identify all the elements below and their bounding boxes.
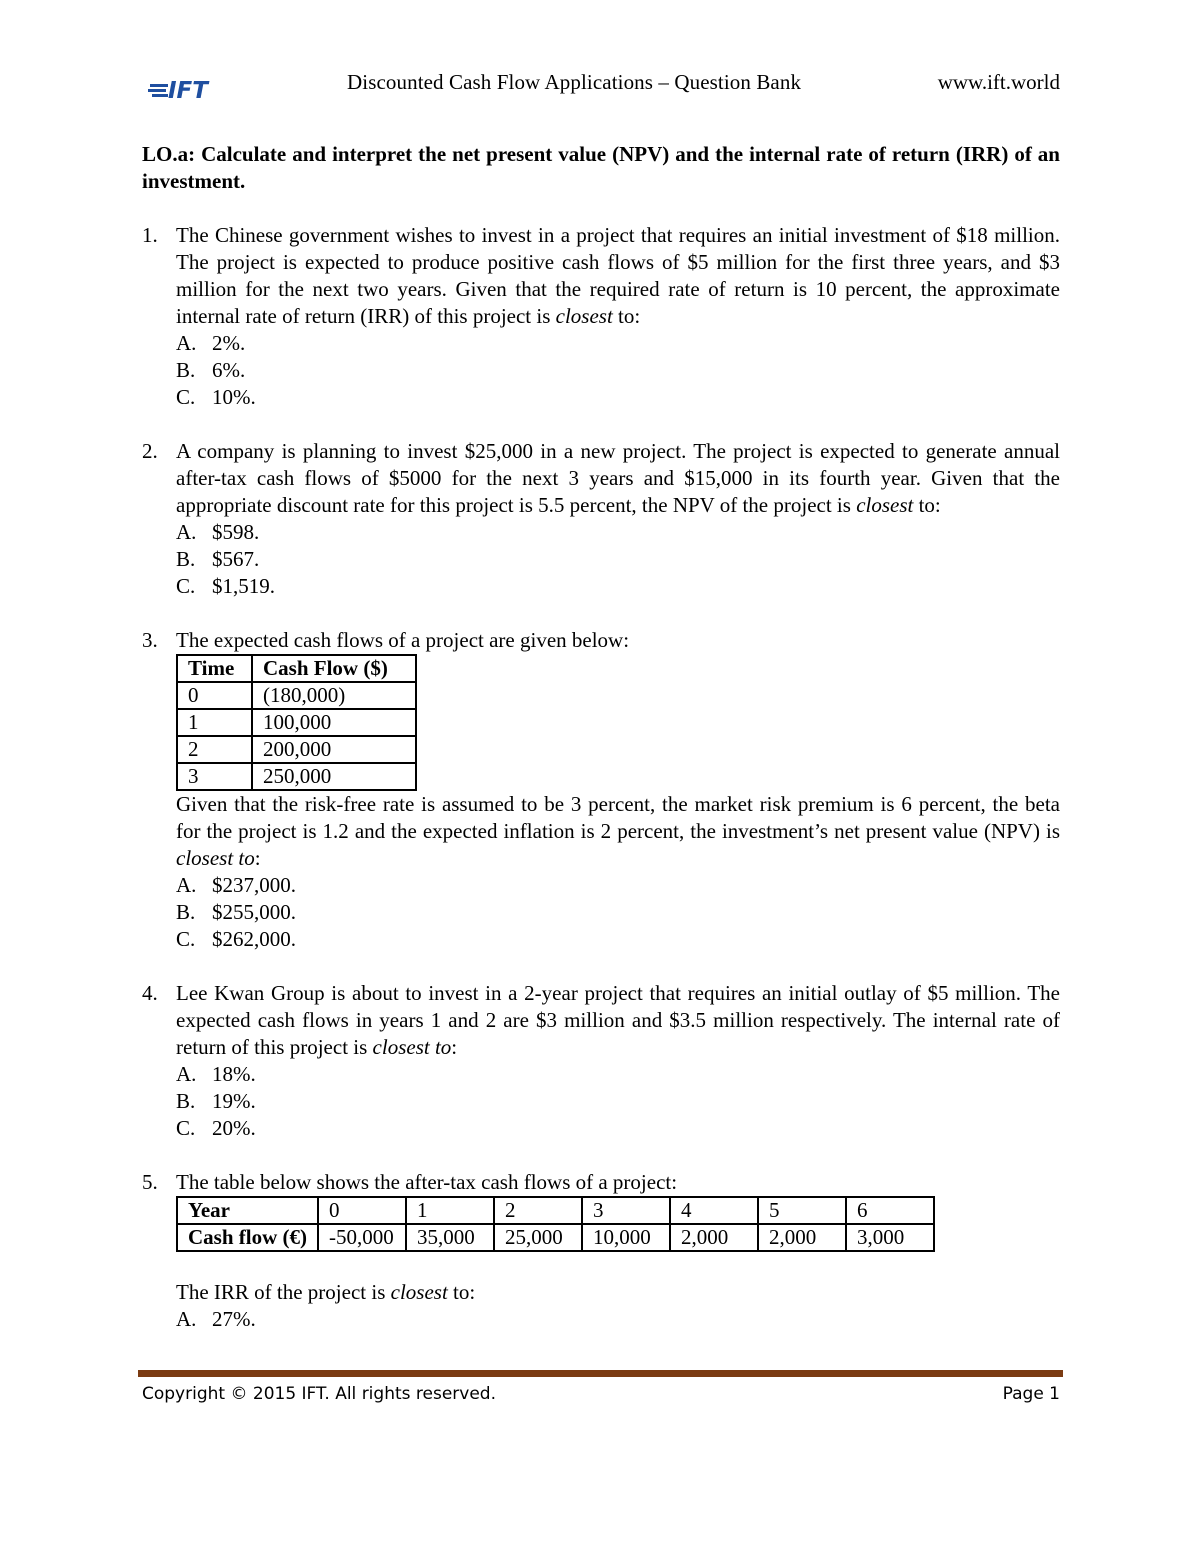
header-url[interactable]: www.ift.world	[937, 70, 1060, 94]
learning-objective: LO.a: Calculate and interpret the net present value (NPV) and the internal rate of return (IRR) of an investment.	[142, 142, 1060, 193]
option-a: A. $237,000.	[176, 873, 296, 897]
question-text: A company is planning to invest $25,000 in a new project. The project is expected to generate annual after-tax cash flows of $5000 for the next 3 years and $15,000 in its fourth year. Given that the appropriate discount rate for this project is 5.5 percent, the NPV of the project is closest to:	[176, 439, 1060, 517]
table-header-cell: Time	[177, 655, 252, 682]
table-row	[177, 709, 416, 736]
table-cell: 6	[846, 1197, 934, 1224]
question-number: 1.	[142, 223, 158, 247]
option-a: A. $598.	[176, 520, 260, 544]
ift-logo	[148, 76, 228, 102]
option-c: C. 10%.	[176, 385, 256, 409]
table-cell: -50,000	[318, 1224, 406, 1251]
table-cell: 25,000	[494, 1224, 582, 1251]
logo-text: IFT	[168, 78, 208, 102]
table-cell: (180,000)	[252, 682, 416, 709]
question-intro: The expected cash flows of a project are given below:	[176, 628, 630, 652]
table-cell: 2,000	[758, 1224, 846, 1251]
table-cell: 0	[318, 1197, 406, 1224]
option-b: B. 19%.	[176, 1089, 256, 1113]
cash-flow-table	[176, 1196, 935, 1252]
table-cell: 3	[177, 763, 252, 790]
footer-divider	[138, 1370, 1063, 1377]
table-cell: 1	[406, 1197, 494, 1224]
table-cell: 35,000	[406, 1224, 494, 1251]
option-c: C. $1,519.	[176, 574, 275, 598]
option-c: C. 20%.	[176, 1116, 256, 1140]
table-header-row	[177, 655, 416, 682]
question-number: 5.	[142, 1170, 158, 1194]
page-header	[142, 70, 1060, 102]
table-cell: 250,000	[252, 763, 416, 790]
option-b: B. $255,000.	[176, 900, 296, 924]
table-cell: 2	[177, 736, 252, 763]
question-text: The IRR of the project is closest to:	[176, 1280, 476, 1304]
question-text: The Chinese government wishes to invest in a project that requires an initial investment of $18 million. The project is expected to produce positive cash flows of $5 million for the first three years, and $3 million for the next two years. Given that the required rate of return is 10 percent, the approximate internal rate of return (IRR) of this project is closest to:	[176, 223, 1060, 328]
table-cell: 2	[494, 1197, 582, 1224]
table-cell: 5	[758, 1197, 846, 1224]
option-b: B. 6%.	[176, 358, 246, 382]
table-cell: 1	[177, 709, 252, 736]
question-number: 4.	[142, 981, 158, 1005]
option-a: A. 18%.	[176, 1062, 256, 1086]
table-row	[177, 763, 416, 790]
table-cell: 3	[582, 1197, 670, 1224]
question-4	[142, 980, 1060, 1142]
table-cell: 10,000	[582, 1224, 670, 1251]
question-text: Given that the risk-free rate is assumed to be 3 percent, the market risk premium is 6 percent, the beta for the project is 1.2 and the expected inflation is 2 percent, the investment’s net present value (NPV) is closest to:	[176, 792, 1060, 870]
table-header-cell: Cash flow (€)	[177, 1224, 318, 1251]
option-a: A. 2%.	[176, 331, 246, 355]
question-2	[142, 438, 1060, 600]
cash-flow-table	[176, 654, 417, 791]
question-text: Lee Kwan Group is about to invest in a 2-year project that requires an initial outlay of $5 million. The expected cash flows in years 1 and 2 are $3 million and $3.5 million respectively. The internal rate of return of this project is closest to:	[176, 981, 1060, 1059]
table-cell: 3,000	[846, 1224, 934, 1251]
table-row	[177, 736, 416, 763]
table-row	[177, 682, 416, 709]
page-number: Page 1	[1002, 1384, 1060, 1404]
question-number: 3.	[142, 628, 158, 652]
header-title: Discounted Cash Flow Applications – Question Bank	[347, 70, 802, 94]
table-cell: 2,000	[670, 1224, 758, 1251]
copyright-text: Copyright © 2015 IFT. All rights reserved.	[142, 1384, 496, 1404]
question-intro: The table below shows the after-tax cash flows of a project:	[176, 1170, 678, 1194]
question-content	[142, 141, 1060, 1333]
table-cell: 4	[670, 1197, 758, 1224]
question-number: 2.	[142, 439, 158, 463]
question-5	[142, 1169, 1060, 1333]
table-cell: 100,000	[252, 709, 416, 736]
question-1	[142, 222, 1060, 411]
option-a: A. 27%.	[176, 1307, 256, 1331]
table-cell: 0	[177, 682, 252, 709]
table-row	[177, 1197, 934, 1224]
table-header-cell: Year	[177, 1197, 318, 1224]
table-row	[177, 1224, 934, 1251]
question-3	[142, 627, 1060, 953]
table-cell: 200,000	[252, 736, 416, 763]
option-c: C. $262,000.	[176, 927, 296, 951]
table-header-cell: Cash Flow ($)	[252, 655, 416, 682]
option-b: B. $567.	[176, 547, 260, 571]
